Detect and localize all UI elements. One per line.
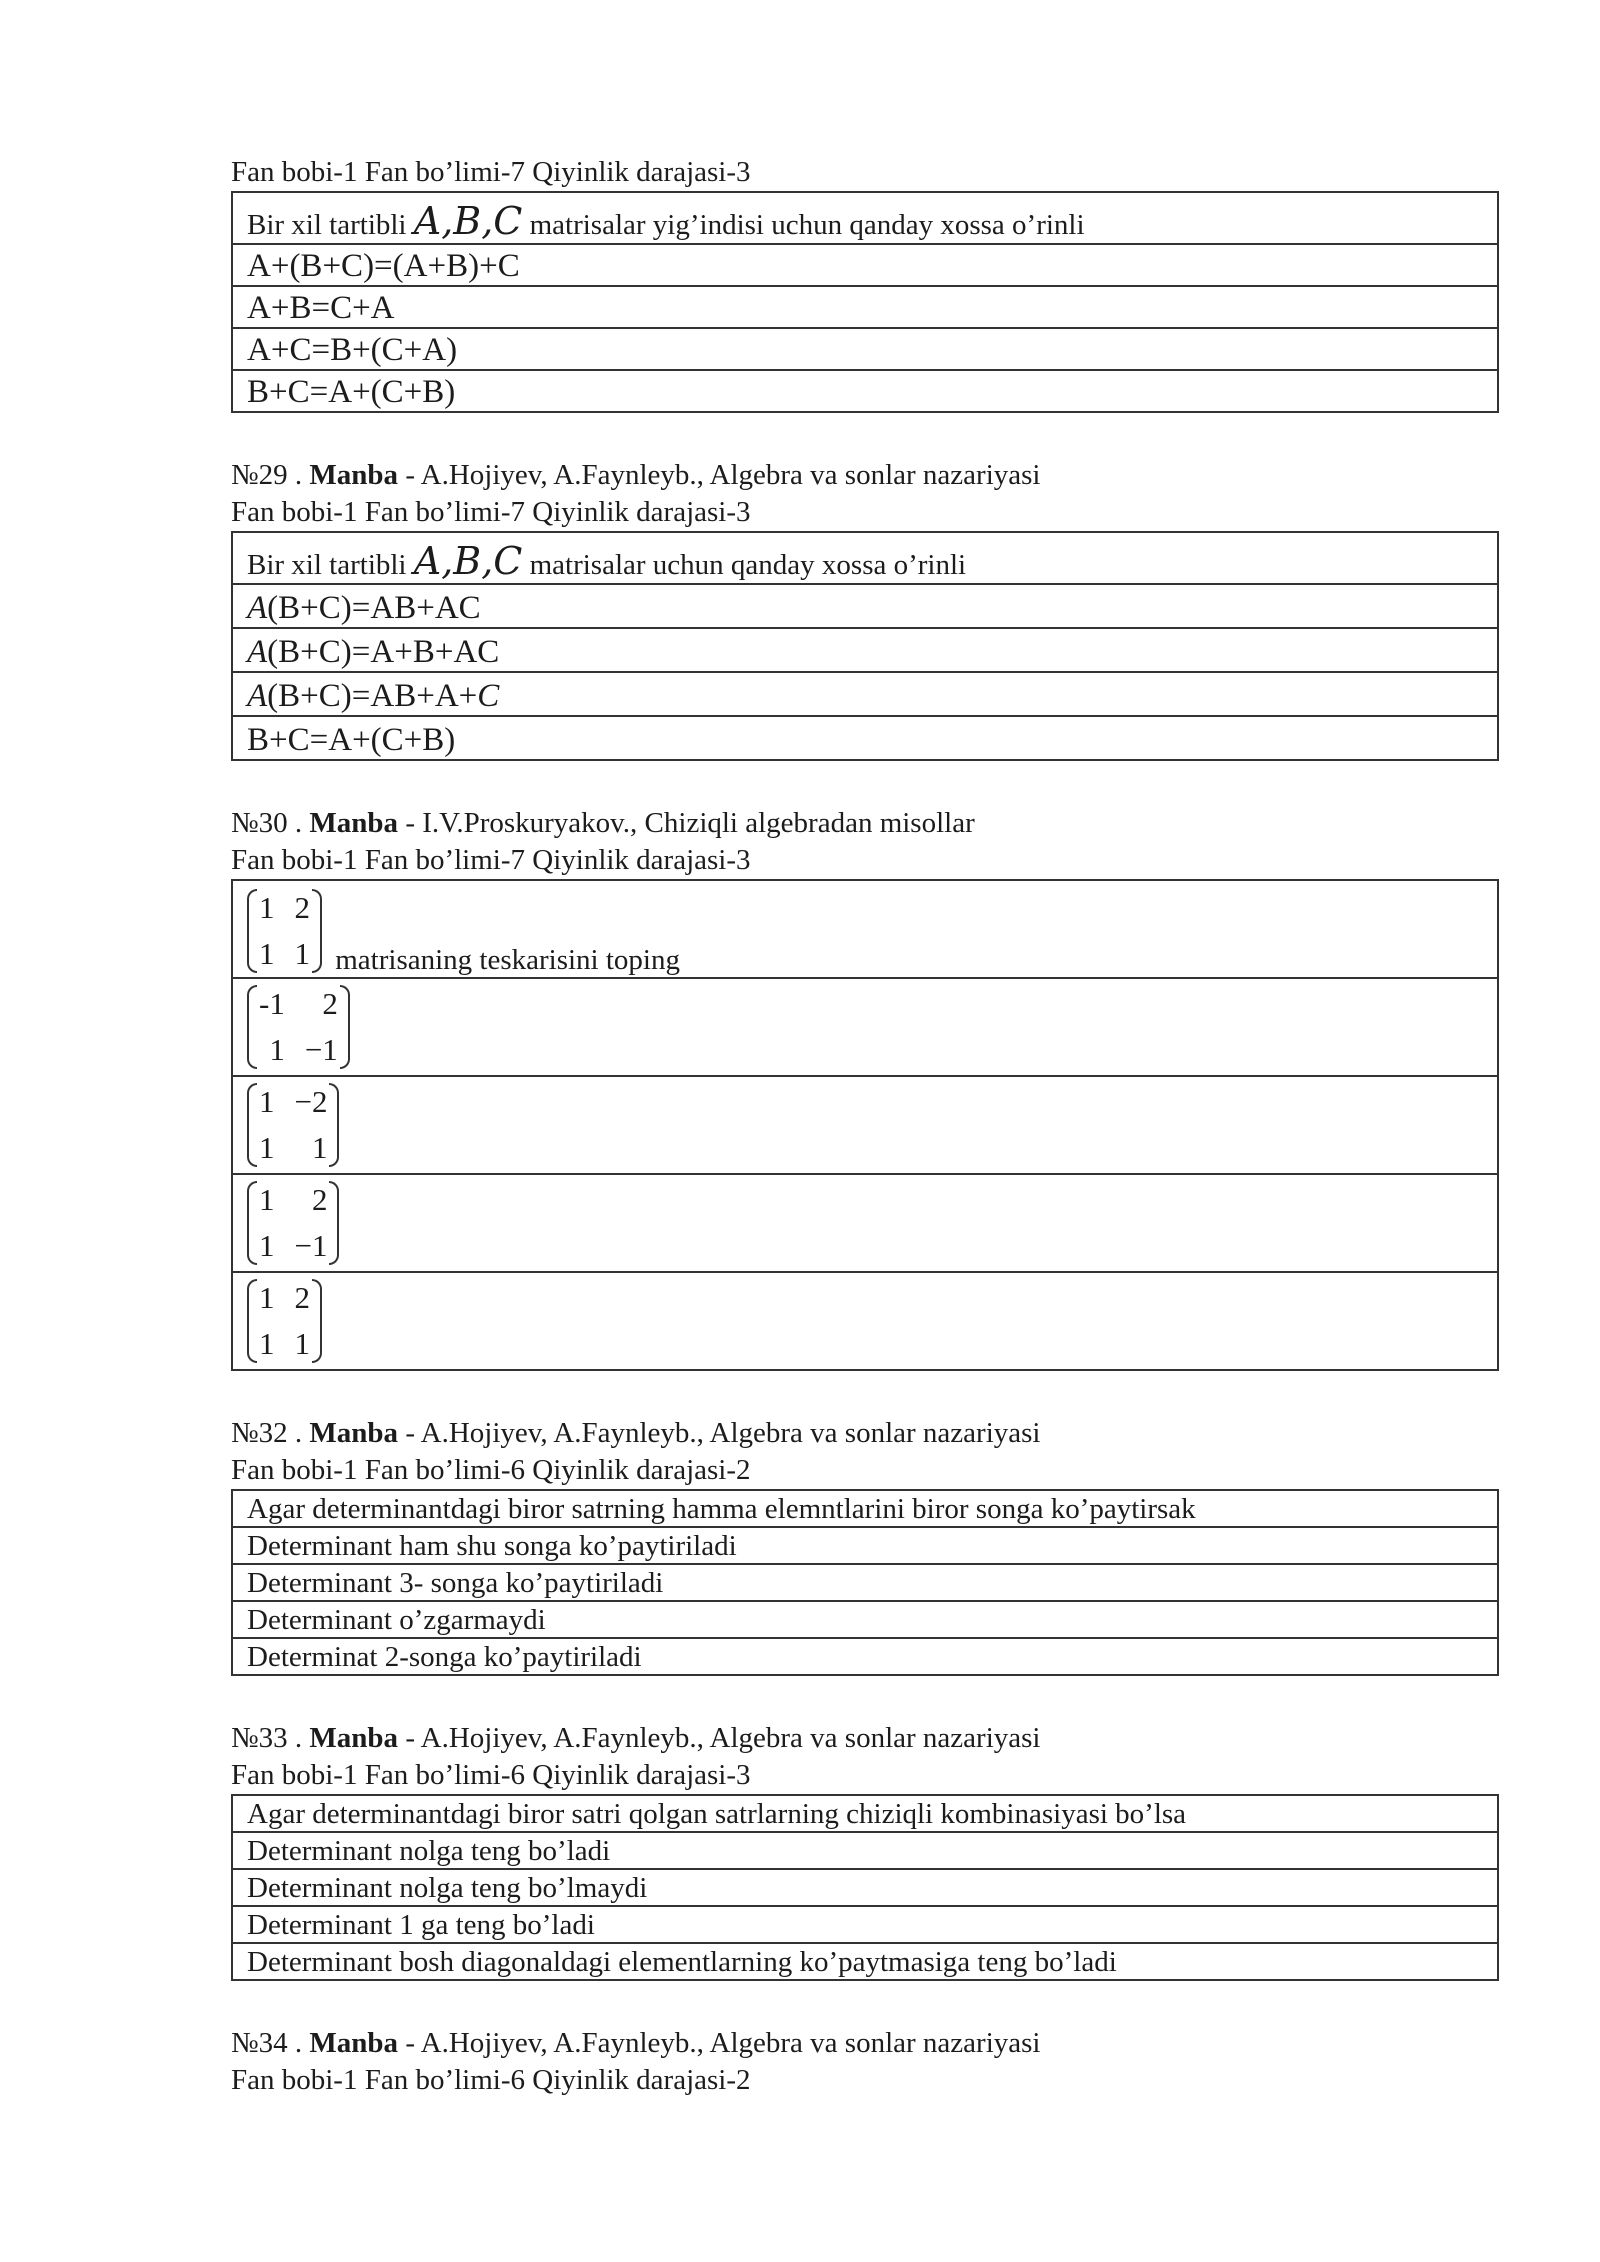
answer-option — [232, 716, 1498, 760]
source-text: - A.Hojiyev, A.Faynleyb., Algebra va sonlar nazariyasi — [405, 1722, 1041, 1754]
question-cell — [232, 532, 1498, 584]
manba-label: Manba — [309, 459, 399, 491]
matrix-entry: 1 — [294, 1326, 310, 1361]
source-text: - A.Hojiyev, A.Faynleyb., Algebra va sonlar nazariyasi — [405, 1417, 1041, 1449]
manba-label: Manba — [309, 1417, 399, 1449]
question-number: №34 . — [231, 2027, 303, 2059]
answer-var-a: A — [247, 634, 268, 670]
matrix-entry: 1 — [259, 1182, 275, 1217]
matrix-entry: 1 — [259, 1280, 275, 1315]
question-block-30 — [231, 805, 1499, 1371]
answer-option: Determinat 2-songa ko’paytiriladi — [232, 1638, 1498, 1675]
question-table — [231, 531, 1499, 761]
matrix-entry: −2 — [294, 1084, 328, 1119]
answer-option: Determinant ham shu songa ko’paytiriladi — [232, 1527, 1498, 1564]
answer-matrix — [247, 1079, 339, 1171]
matrix-entry: -1 — [259, 986, 285, 1021]
question-suffix: matrisalar yig’indisi uchun qanday xossa o’rinli — [529, 209, 1085, 241]
question-block-29 — [231, 457, 1499, 761]
fan-info: Fan bobi-1 Fan bo’limi-7 Qiyinlik darajasi-3 — [231, 844, 751, 876]
question-table — [231, 191, 1499, 413]
answer-option: Determinant 1 ga teng bo’ladi — [232, 1906, 1498, 1943]
matrix-entry: −1 — [304, 1032, 338, 1067]
answer-rest: B+C=A+(C+B) — [247, 722, 456, 758]
question-cell — [232, 880, 1498, 978]
question-cell: Agar determinantdagi biror satrning hamma elemntlarini biror songa ko’paytirsak — [232, 1490, 1498, 1527]
question-prefix: Bir xil tartibli — [247, 549, 407, 581]
answer-option: Determinant nolga teng bo’lmaydi — [232, 1869, 1498, 1906]
source-line — [231, 805, 1499, 842]
matrix-entry: 1 — [259, 890, 275, 925]
answer-rest: (B+C)=A+B+AC — [267, 634, 500, 670]
source-text: - A.Hojiyev, A.Faynleyb., Algebra va sonlar nazariyasi — [405, 459, 1041, 491]
answer-var-a: A — [247, 678, 268, 714]
math-variables: A,B,C — [413, 199, 523, 243]
math-variables: A,B,C — [413, 539, 523, 583]
question-suffix: matrisalar uchun qanday xossa o’rinli — [529, 549, 967, 581]
source-line — [231, 457, 1499, 494]
answer-rest: (B+C)=AB+A+ — [267, 678, 478, 714]
matrix-entry: 1 — [294, 936, 310, 971]
fan-info: Fan bobi-1 Fan bo’limi-7 Qiyinlik darajasi-3 — [231, 156, 751, 188]
fan-info: Fan bobi-1 Fan bo’limi-6 Qiyinlik darajasi-2 — [231, 1454, 751, 1486]
question-prefix: Bir xil tartibli — [247, 209, 407, 241]
source-line — [231, 1415, 1499, 1452]
answer-option: A+B=C+A — [232, 286, 1498, 328]
answer-option — [232, 584, 1498, 628]
matrix-entry: 1 — [259, 936, 275, 971]
matrix-entry: −1 — [294, 1228, 328, 1263]
answer-option: A+(B+C)=(A+B)+C — [232, 244, 1498, 286]
answer-option: Determinant bosh diagonaldagi elementlarning ko’paytmasiga teng bo’ladi — [232, 1943, 1498, 1980]
document-page — [231, 154, 1499, 2143]
answer-matrix — [247, 1275, 322, 1367]
question-block-34 — [231, 2025, 1499, 2099]
answer-option — [232, 672, 1498, 716]
answer-option: Determinant nolga teng bo’ladi — [232, 1832, 1498, 1869]
matrix-entry: 2 — [322, 986, 338, 1021]
answer-option — [232, 1272, 1498, 1370]
matrix-entry: 1 — [269, 1032, 285, 1067]
matrix-entry: 1 — [311, 1130, 328, 1165]
fan-info: Fan bobi-1 Fan bo’limi-6 Qiyinlik darajasi-2 — [231, 2064, 751, 2096]
matrix-entry: 2 — [311, 1182, 328, 1217]
answer-var-c: C — [477, 678, 500, 714]
answer-option: Determinant 3- songa ko’paytiriladi — [232, 1564, 1498, 1601]
question-text: matrisaning teskarisini toping — [335, 944, 680, 976]
answer-option — [232, 978, 1498, 1076]
question-matrix — [247, 885, 322, 977]
matrix-entry: 1 — [259, 1130, 275, 1165]
answer-matrix — [247, 981, 350, 1073]
question-block-32 — [231, 1415, 1499, 1676]
matrix-entry: 2 — [294, 890, 310, 925]
question-number: №32 . — [231, 1417, 303, 1449]
answer-rest: (B+C)=AB+AC — [267, 590, 481, 626]
answer-matrix — [247, 1177, 339, 1269]
matrix-entry: 1 — [259, 1326, 275, 1361]
question-table — [231, 879, 1499, 1371]
question-table — [231, 1489, 1499, 1676]
question-number: №30 . — [231, 807, 303, 839]
fan-info: Fan bobi-1 Fan bo’limi-7 Qiyinlik darajasi-3 — [231, 496, 751, 528]
answer-option — [232, 1076, 1498, 1174]
question-block-33 — [231, 1720, 1499, 1981]
answer-option: A+C=B+(C+A) — [232, 328, 1498, 370]
matrix-entry: 1 — [259, 1228, 275, 1263]
question-number: №33 . — [231, 1722, 303, 1754]
answer-option — [232, 1174, 1498, 1272]
answer-option: Determinant o’zgarmaydi — [232, 1601, 1498, 1638]
question-block-0 — [231, 154, 1499, 413]
question-cell — [232, 192, 1498, 244]
manba-label: Manba — [309, 1722, 399, 1754]
answer-option — [232, 628, 1498, 672]
question-cell: Agar determinantdagi biror satri qolgan satrlarning chiziqli kombinasiyasi bo’lsa — [232, 1795, 1498, 1832]
answer-option: B+C=A+(C+B) — [232, 370, 1498, 412]
fan-info: Fan bobi-1 Fan bo’limi-6 Qiyinlik darajasi-3 — [231, 1759, 751, 1791]
answer-var-a: A — [247, 590, 268, 626]
source-text: - I.V.Proskuryakov., Chiziqli algebradan misollar — [405, 807, 975, 839]
matrix-entry: 2 — [294, 1280, 310, 1315]
matrix-entry: 1 — [259, 1084, 275, 1119]
source-line — [231, 2025, 1499, 2062]
source-text: - A.Hojiyev, A.Faynleyb., Algebra va sonlar nazariyasi — [405, 2027, 1041, 2059]
question-number: №29 . — [231, 459, 303, 491]
question-table — [231, 1794, 1499, 1981]
manba-label: Manba — [309, 2027, 399, 2059]
manba-label: Manba — [309, 807, 399, 839]
source-line — [231, 1720, 1499, 1757]
